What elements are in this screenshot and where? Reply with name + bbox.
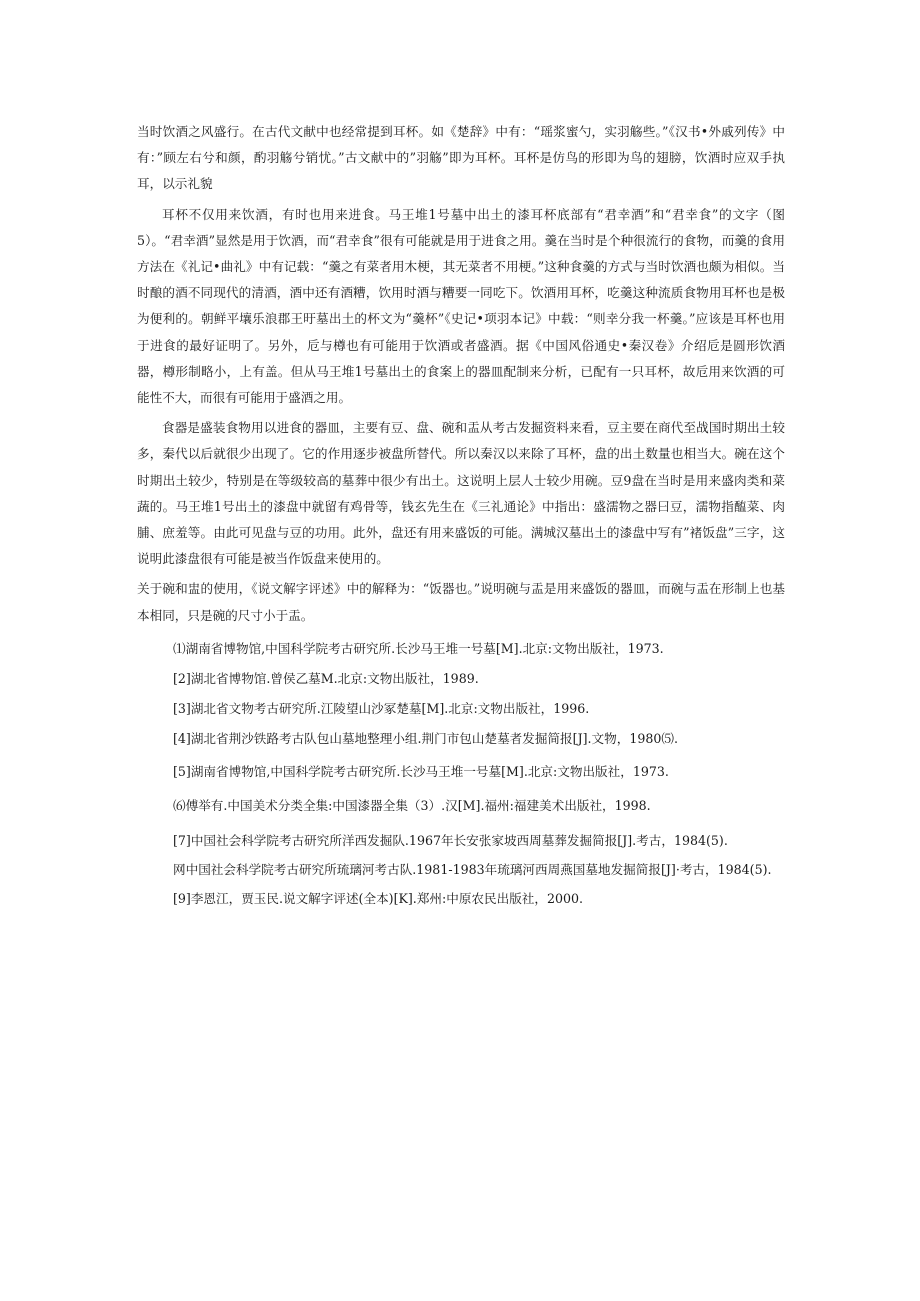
reference-item: [5]湖南省博物馆,中国科学院考古研究所.长沙马王堆一号墓[M].北京:文物出版社，1973. [173,763,669,779]
reference-item: 网中国社会科学院考古研究所琉璃河考古队.1981-1983年琉璃河西周燕国墓地发掘简报[J]·考古，1984(5). [173,861,772,877]
reference-item: ⑴湖南省博物馆,中国科学院考古研究所.长沙马王堆一号墓[M].北京:文物出版社，1973. [173,640,664,656]
reference-item: [2]湖北省博物馆.曾侯乙墓M.北京:文物出版社，1989. [173,670,479,686]
paragraph-bowl-usage: 关于碗和盅的使用，《说文解字评述》中的解释为：“饭器也。”说明碗与盂是用来盛饭的器皿，而碗与盂在形制上也基本相同，只是碗的尺寸小于盂。 [137,581,785,623]
reference-item: [9]李恩江，贾玉民.说文解字评述(全本)[K].郑州:中原农民出版社，2000. [173,890,584,906]
reference-list [137,641,785,907]
reference-item: [4]湖北省荆沙铁路考古队包山墓地整理小组.荆门市包山楚墓者发掘简报[J].文物，1980⑸. [173,730,678,746]
reference-item: ⑹傅举有.中国美术分类全集:中国漆器全集（3）.汉[M].福州:福建美术出版社，1998. [173,797,651,813]
paragraph-ear-cup-usage: 耳杯不仅用来饮酒，有时也用来进食。马王堆1号墓中出土的漆耳杯底部有“君幸酒”和“君幸食”的文字（图5）。“君幸酒”显然是用于饮酒，而“君幸食”很有可能就是用于进食之用。羹在当时是个种很流行的食物，而羹的食用方法在《礼记•曲礼》中有记载：“羹之有菜者用木梗，其无菜者不用梗。”这种食羹的方式与当时饮酒也颇为相似。当时酿的酒不同现代的清酒，酒中还有酒糟，饮用时酒与糟要一同吃下。饮酒用耳杯，吃羹这种流质食物用耳杯也是极为便利的。朝鲜平壤乐浪郡王旴墓出土的杯文为“羹杯”《史记•项羽本记》中载：“则幸分我一杯羹。”应该是耳杯也用于进食的最好证明了。另外，卮与樽也有可能用于饮酒或者盛酒。据《中国风俗通史•秦汉卷》介绍卮是圆形饮酒器，樽形制略小，上有盖。但从马王堆1号墓出土的食案上的器皿配制来分析，已配有一只耳杯，故卮用来饮酒的可能性不大，而很有可能用于盛酒之用。 [137,206,785,406]
document-body [137,119,785,907]
reference-item: [3]湖北省文物考古研究所.江陵望山沙冢楚墓[M].北京:文物出版社，1996. [173,700,590,716]
paragraph-food-vessels: 食器是盛装食物用以进食的器皿，主要有豆、盘、碗和盂从考古发掘资料来看，豆主要在商代至战国时期出土较多，秦代以后就很少出现了。它的作用逐步被盘所替代。所以秦汉以来除了耳杯，盘的出土数量也相当大。碗在这个时期出土较少，特别是在等级较高的墓葬中很少有出土。这说明上层人士较少用碗。豆9盘在当时是用来盛肉类和菜蔬的。马王堆1号出土的漆盘中就留有鸡骨等，钱玄先生在《三礼通论》中指出：盛濡物之器曰豆，濡物指醢菜、肉脯、庶羞等。由此可见盘与豆的功用。此外，盘还有用来盛饭的可能。满城汉墓出土的漆盘中写有”褚饭盘”三字，这说明此漆盘很有可能是被当作饭盘来使用的。 [137,420,785,567]
reference-item: [7]中国社会科学院考古研究所洋西发掘队.1967年长安张家坡西周墓葬发掘简报[J].考古，1984(5). [173,832,728,848]
paragraph-drinking-custom: 当时饮酒之风盛行。在古代文献中也经常提到耳杯。如《楚辞》中有：“瑶浆蜜勺，实羽觞些。”《汉书•外戚列传》中有：”顾左右兮和颜，酌羽觞兮销忧。”古文献中的”羽觞”即为耳杯。耳杯是仿鸟的形即为鸟的翅膀，饮酒时应双手执耳，以示礼貌 [137,124,785,192]
